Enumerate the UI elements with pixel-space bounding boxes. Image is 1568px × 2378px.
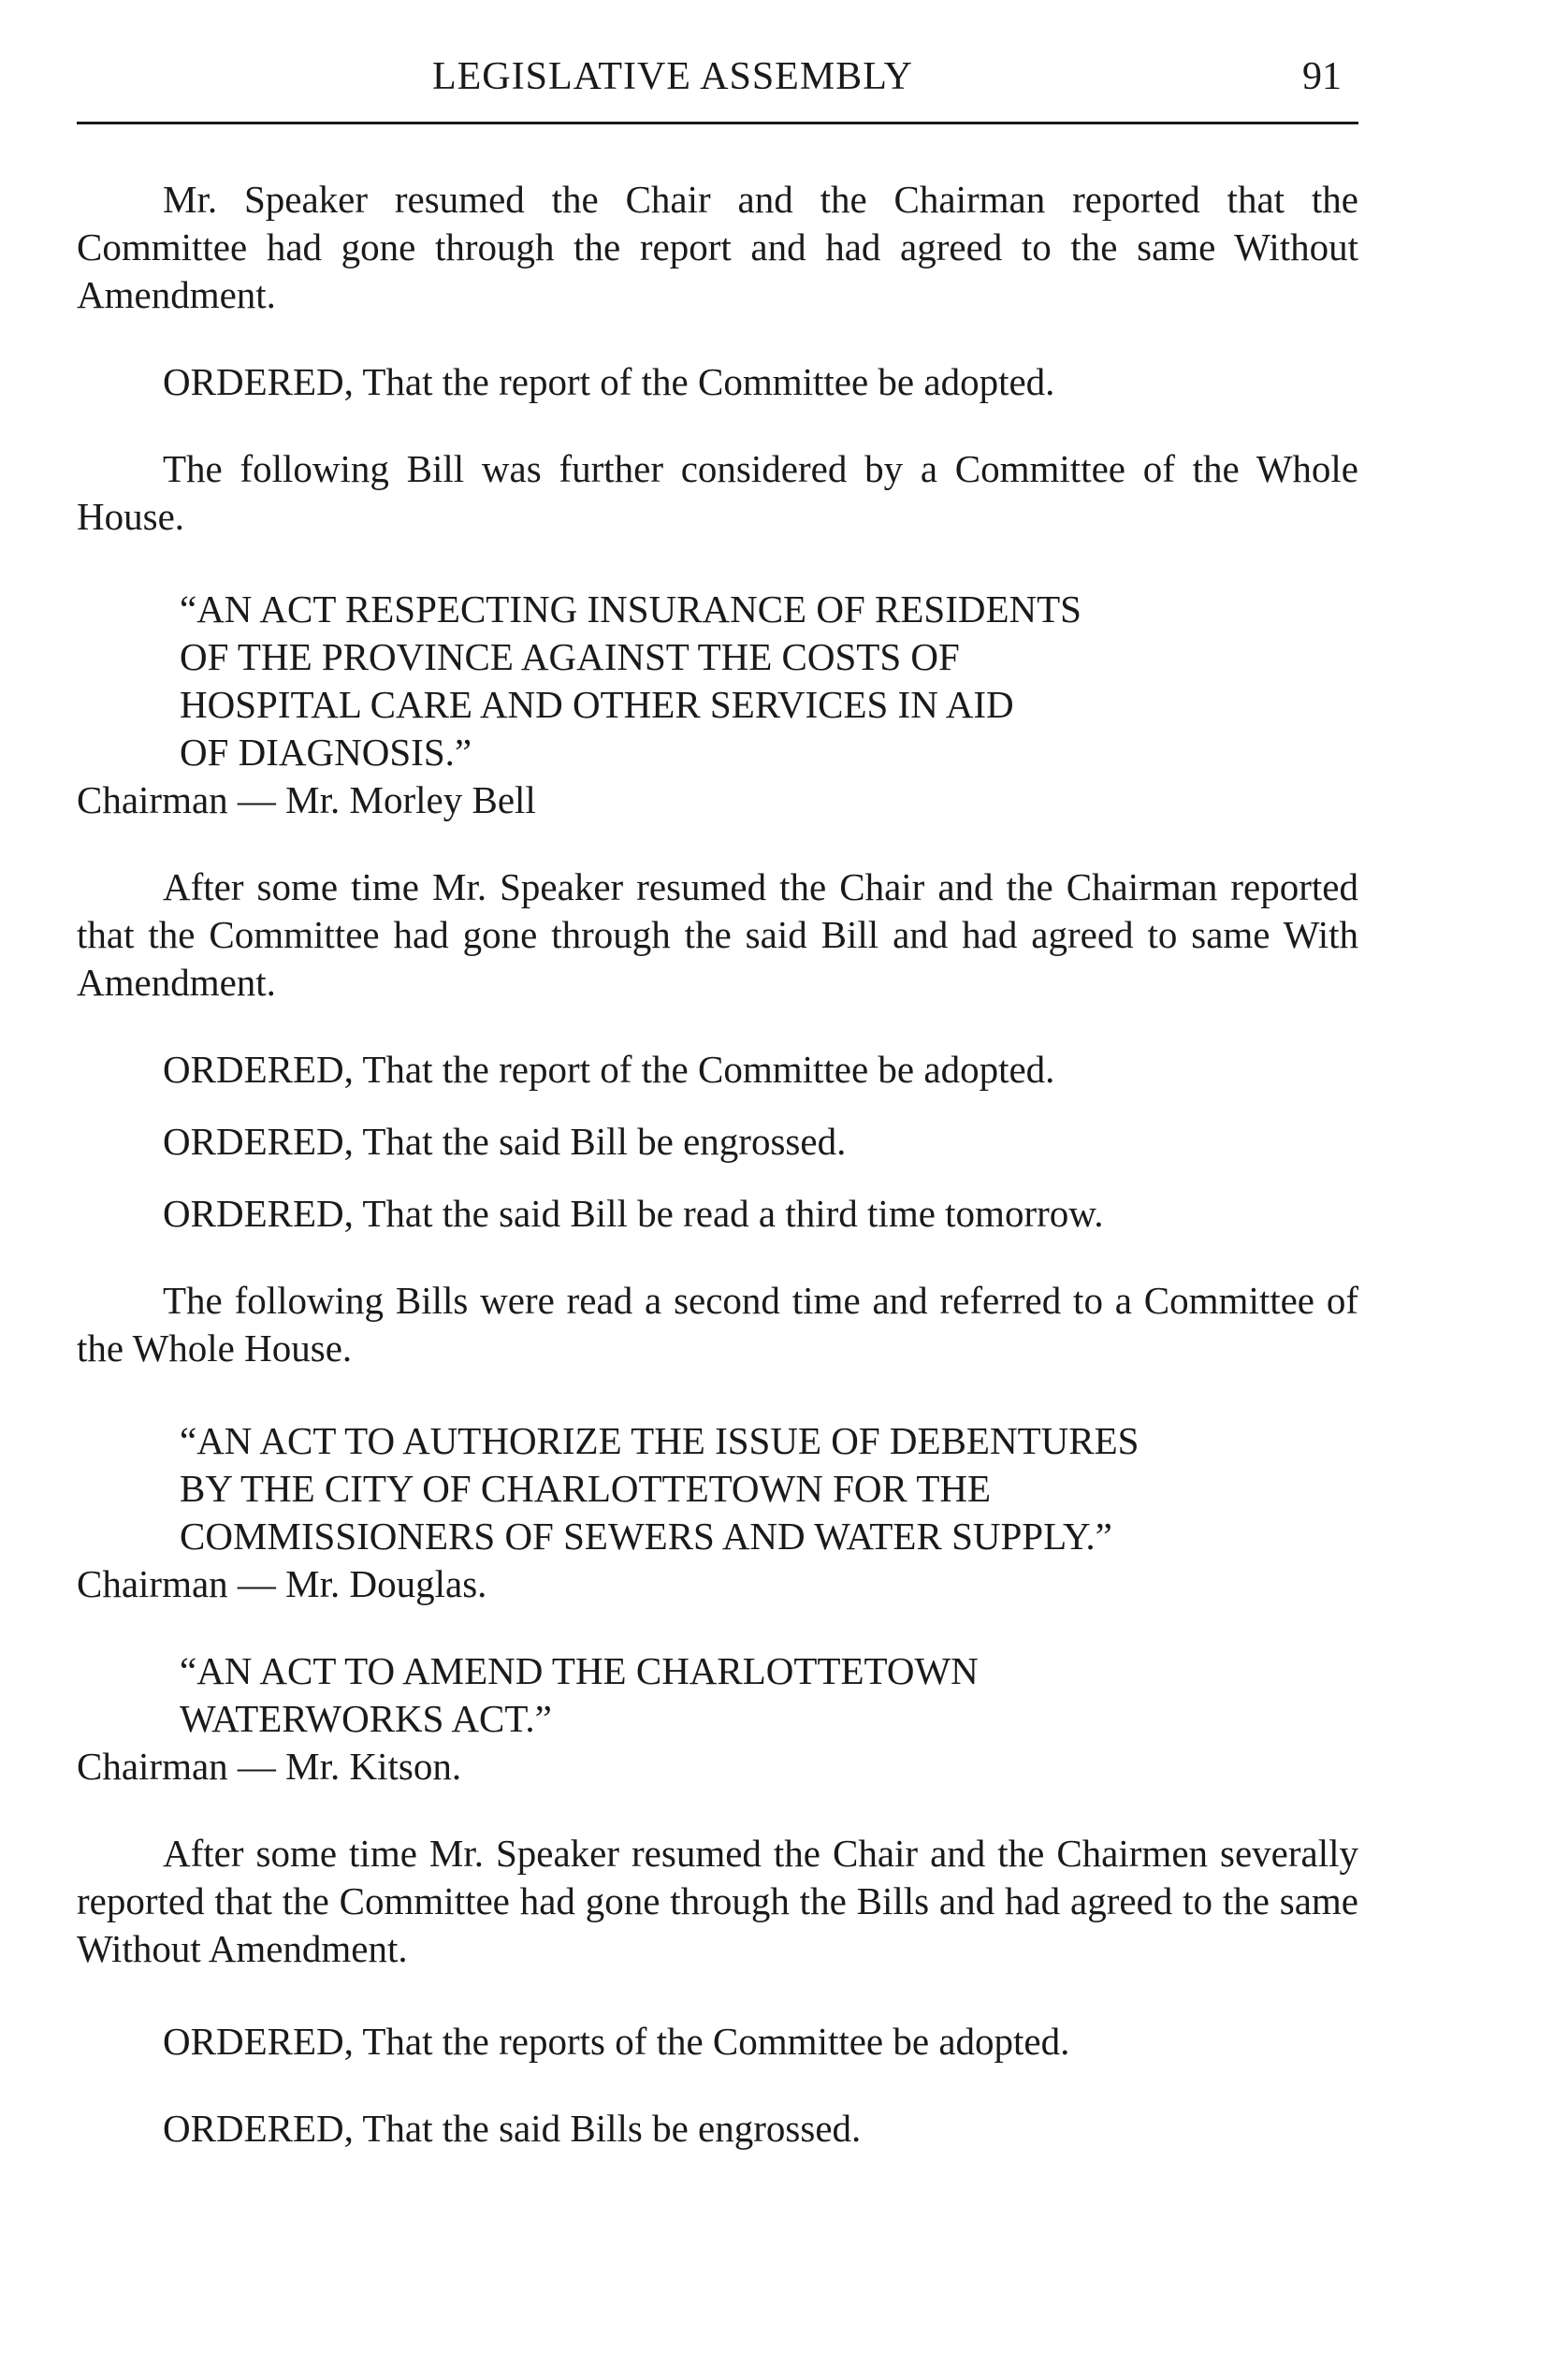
header-rule	[77, 122, 1358, 124]
paragraph: The following Bill was further considered by a Committee of the Whole House.	[77, 447, 1358, 538]
bill-title-line: OF DIAGNOSIS.”	[180, 731, 472, 774]
order-line: ORDERED, That the said Bill be engrossed.	[163, 1120, 847, 1163]
bill-chairman: Chairman — Mr. Kitson.	[77, 1745, 462, 1788]
running-title: LEGISLATIVE ASSEMBLY	[432, 55, 913, 98]
page-body	[77, 176, 1358, 2153]
order-line: ORDERED, That the report of the Committee be adopted.	[163, 360, 1055, 403]
order-line: ORDERED, That the report of the Committee be adopted.	[163, 1048, 1055, 1091]
paragraph: The following Bills were read a second time and referred to a Committee of the Whole House.	[77, 1279, 1358, 1370]
order-line: ORDERED, That the said Bills be engrossed.	[163, 2107, 862, 2150]
bill-title	[180, 1647, 1321, 1743]
bill-title-line: HOSPITAL CARE AND OTHER SERVICES IN AID	[180, 683, 1014, 726]
bill-title	[180, 1417, 1321, 1560]
paragraph: Mr. Speaker resumed the Chair and the Chairman reported that the Committee had gone through the report and had agreed to the same Without Amendment.	[77, 178, 1358, 316]
page-header	[77, 54, 1358, 110]
bill-title-line: “AN ACT RESPECTING INSURANCE OF RESIDENTS	[180, 587, 1082, 631]
bill-chairman: Chairman — Mr. Douglas.	[77, 1562, 487, 1605]
document-page	[77, 0, 1358, 2378]
page-number: 91	[1302, 55, 1342, 98]
bill-title-line: OF THE PROVINCE AGAINST THE COSTS OF	[180, 635, 960, 678]
bill-title-line: “AN ACT TO AMEND THE CHARLOTTETOWN	[180, 1649, 979, 1692]
bill-title-line: “AN ACT TO AUTHORIZE THE ISSUE OF DEBENTURES	[180, 1419, 1140, 1462]
bill-title-line: WATERWORKS ACT.”	[180, 1697, 552, 1740]
bill-title	[180, 586, 1321, 776]
paragraph: After some time Mr. Speaker resumed the Chair and the Chairman reported that the Committee had gone through the said Bill and had agreed to same With Amendment.	[77, 865, 1358, 1004]
paragraph: After some time Mr. Speaker resumed the Chair and the Chairmen severally reported that the Committee had gone through the Bills and had agreed to the same Without Amendment.	[77, 1832, 1358, 1970]
bill-title-line: BY THE CITY OF CHARLOTTETOWN FOR THE	[180, 1467, 992, 1510]
bill-chairman: Chairman — Mr. Morley Bell	[77, 778, 536, 821]
bill-title-line: COMMISSIONERS OF SEWERS AND WATER SUPPLY.”	[180, 1515, 1112, 1558]
order-line: ORDERED, That the said Bill be read a third time tomorrow.	[163, 1192, 1104, 1235]
order-line: ORDERED, That the reports of the Committee be adopted.	[163, 2020, 1070, 2063]
